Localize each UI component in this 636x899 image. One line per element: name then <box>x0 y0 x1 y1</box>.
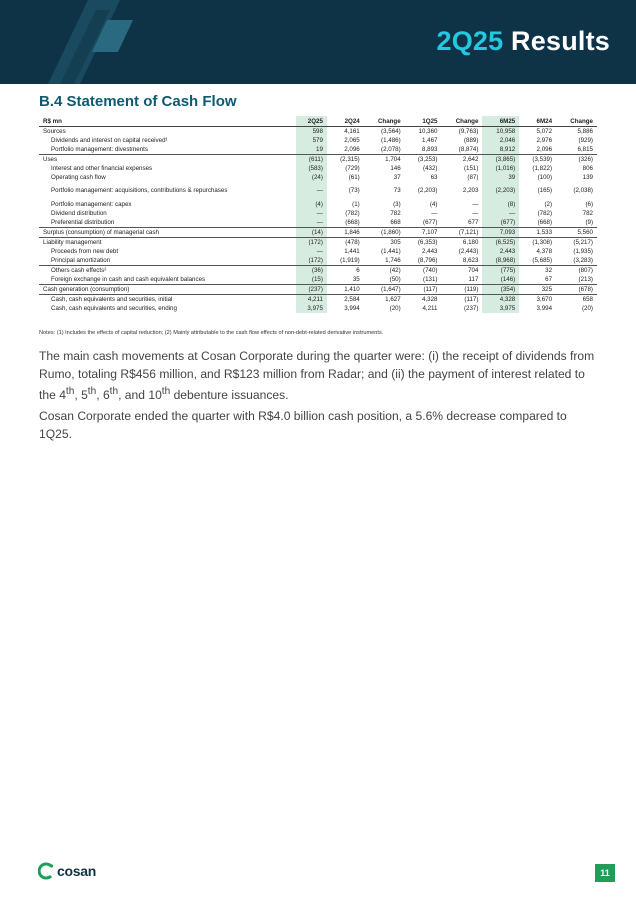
table-cell: (237) <box>463 304 479 312</box>
table-cell: (4) <box>429 200 438 208</box>
table-cell: 7,093 <box>482 228 519 238</box>
column-header: Change <box>441 116 482 127</box>
table-cell: (668) <box>345 218 360 226</box>
table-cell: (2,203) <box>417 187 438 194</box>
table-cell: 1,746 <box>385 256 401 264</box>
table-cell: (3,564) <box>364 127 405 137</box>
row-label: Surplus (consumption) of managerial cash <box>39 228 296 238</box>
table-cell: 6 <box>327 266 364 276</box>
table-cell: (15) <box>296 275 327 285</box>
row-label: Principal amortization <box>51 256 111 264</box>
table-cell: (9,763) <box>441 127 482 137</box>
row-label: Portfolio management: acquisitions, contributions & repurchases <box>51 187 228 194</box>
table-cell: (5,685) <box>532 256 553 264</box>
table-cell: 1,410 <box>327 285 364 295</box>
table-cell: 2,096 <box>536 145 553 153</box>
table-notes: Notes: (1) Includes the effects of capital reduction; (2) Mainly attributable to the cash flow effects of non-debt-related derivative instruments. <box>39 330 384 336</box>
table-cell: 4,378 <box>536 247 553 255</box>
table-cell: (729) <box>345 164 360 172</box>
row-label: Liability management <box>39 238 296 248</box>
logo-text: cosan <box>57 863 96 879</box>
table-cell: 325 <box>519 285 556 295</box>
table-cell: (1) <box>352 200 360 208</box>
table-cell: (100) <box>537 173 553 181</box>
table-cell: (3) <box>393 200 401 208</box>
row-label: Cash, cash equivalents and securities, initial <box>39 295 296 305</box>
table-cell: 305 <box>364 238 405 248</box>
table-row <box>39 155 597 165</box>
table-cell: (611) <box>296 155 327 165</box>
table-cell: (6) <box>585 200 593 208</box>
table-cell: (36) <box>296 266 327 276</box>
table-cell: 67 <box>545 275 553 283</box>
table-cell: — <box>296 182 327 200</box>
paragraph-cash-movements: The main cash movements at Cosan Corporate during the quarter were: (i) the receipt of dividends from Rumo, totaling R$456 million, and R$123 million from Radar; and (ii) the payment of interest related to the 4th, 5th, 6th, and 10th debenture issuances. <box>39 349 595 403</box>
table-cell: 2,443 <box>482 247 519 256</box>
table-cell: 10,958 <box>482 127 519 137</box>
table-cell: 5,072 <box>519 127 556 137</box>
table-cell: (172) <box>296 256 327 266</box>
table-cell: 146 <box>390 164 401 172</box>
row-label: Uses <box>39 155 296 165</box>
table-cell: (6,353) <box>405 238 442 248</box>
table-cell: (1,486) <box>381 136 401 144</box>
table-cell: 598 <box>296 127 327 137</box>
table-cell: 73 <box>393 187 401 194</box>
table-cell: 4,211 <box>422 304 438 312</box>
table-cell: — <box>482 209 519 218</box>
table-cell: 3,994 <box>344 304 360 312</box>
table-cell: 4,161 <box>327 127 364 137</box>
cosan-logo <box>38 862 96 880</box>
table-cell: (61) <box>348 173 360 181</box>
table-cell: 2,046 <box>482 136 519 145</box>
table-cell: 10,360 <box>405 127 442 137</box>
table-cell: (9) <box>585 218 593 226</box>
table-cell: (146) <box>482 275 519 285</box>
column-header: Change <box>364 116 405 127</box>
table-cell: 4,328 <box>405 295 442 305</box>
table-cell: (478) <box>327 238 364 248</box>
header-banner <box>0 0 636 84</box>
row-label: Cash generation (consumption) <box>39 285 296 295</box>
table-cell: 35 <box>352 275 360 283</box>
table-cell: 782 <box>582 209 593 217</box>
table-cell: (677) <box>423 218 438 226</box>
table-cell: (4) <box>296 200 327 209</box>
table-row <box>39 285 597 295</box>
table-cell: (677) <box>482 218 519 228</box>
table-row <box>39 173 597 182</box>
cosan-logo-icon <box>38 862 54 880</box>
column-header: Change <box>556 116 597 127</box>
table-cell: (2,315) <box>327 155 364 165</box>
table-cell: (20) <box>389 304 401 312</box>
row-label: Proceeds from new debt <box>51 247 119 255</box>
table-cell: (782) <box>345 209 360 217</box>
row-label: Dividend distribution <box>51 209 107 217</box>
table-row <box>39 127 597 137</box>
row-label: Preferential distribution <box>51 218 115 226</box>
table-cell: 1,467 <box>421 136 438 144</box>
table-cell: 5,886 <box>556 127 597 137</box>
table-cell: — <box>296 209 327 218</box>
table-cell: (8,874) <box>458 145 479 153</box>
table-cell: 782 <box>390 209 401 217</box>
column-header: 6M24 <box>519 116 556 127</box>
table-cell: 3,670 <box>519 295 556 305</box>
column-header: 6M25 <box>482 116 519 127</box>
table-cell: 19 <box>296 145 327 155</box>
table-cell: (165) <box>537 187 553 194</box>
table-cell: 2,203 <box>462 187 479 194</box>
table-cell: (2,078) <box>381 145 401 153</box>
table-cell: (151) <box>463 164 479 172</box>
table-cell: (1,860) <box>364 228 405 238</box>
table-cell: 37 <box>393 173 401 181</box>
table-row <box>39 164 597 173</box>
report-title: 2Q25 Results <box>436 26 610 56</box>
table-cell: (24) <box>296 173 327 182</box>
table-cell: 39 <box>482 173 519 182</box>
table-cell: (1,647) <box>364 285 405 295</box>
table-cell: (3,865) <box>482 155 519 165</box>
table-cell: 4,328 <box>482 295 519 305</box>
table-cell: (678) <box>556 285 597 295</box>
table-cell: 4,211 <box>296 295 327 305</box>
table-cell: (50) <box>389 275 401 283</box>
table-cell: (8,968) <box>482 256 519 266</box>
table-cell: (5,217) <box>556 238 597 248</box>
table-cell: 2,642 <box>441 155 482 165</box>
table-cell: 2,976 <box>536 136 553 144</box>
table-cell: (929) <box>578 136 593 144</box>
column-header: 1Q25 <box>405 116 442 127</box>
table-row <box>39 218 597 228</box>
table-cell: (740) <box>405 266 442 276</box>
table-row <box>39 209 597 218</box>
cash-flow-table <box>39 116 597 313</box>
row-label: Interest and other financial expenses <box>51 164 153 172</box>
table-cell: (782) <box>537 209 553 217</box>
table-cell: 8,623 <box>462 256 479 264</box>
table-cell: 2,065 <box>344 136 360 144</box>
table-cell: 117 <box>468 275 479 283</box>
row-label: Cash, cash equivalents and securities, ending <box>51 304 177 312</box>
table-cell: 2,443 <box>421 247 438 255</box>
table-cell: 677 <box>468 218 479 226</box>
table-cell: — <box>296 247 327 256</box>
table-cell: (6,525) <box>482 238 519 248</box>
table-cell: 1,846 <box>327 228 364 238</box>
table-cell: 1,704 <box>364 155 405 165</box>
table-cell: 63 <box>430 173 438 181</box>
table-row <box>39 247 597 256</box>
table-cell: (42) <box>364 266 405 276</box>
table-cell: (354) <box>482 285 519 295</box>
table-cell: (213) <box>578 275 593 283</box>
table-cell: 7,107 <box>405 228 442 238</box>
table-cell: (3,539) <box>519 155 556 165</box>
table-cell: 139 <box>582 173 593 181</box>
column-header: 2Q25 <box>296 116 327 127</box>
table-cell: — <box>472 209 479 217</box>
table-cell: (807) <box>556 266 597 276</box>
section-title: B.4 Statement of Cash Flow <box>39 93 237 110</box>
table-cell: (131) <box>423 275 438 283</box>
table-cell: (2) <box>544 200 553 208</box>
table-cell: (119) <box>441 285 482 295</box>
table-cell: (14) <box>296 228 327 238</box>
page-number: 11 <box>595 864 615 882</box>
table-cell: — <box>296 218 327 228</box>
table-cell: 8,912 <box>482 145 519 155</box>
table-cell: (172) <box>296 238 327 248</box>
row-label: Others cash effects² <box>39 266 296 276</box>
table-cell: 658 <box>556 295 597 305</box>
row-label: Portfolio management: divestments <box>51 145 148 153</box>
table-cell: (8) <box>482 200 519 209</box>
table-cell: (432) <box>423 164 438 172</box>
table-cell: 3,975 <box>482 304 519 313</box>
table-cell: (668) <box>537 218 553 226</box>
table-row <box>39 304 597 313</box>
table-cell: 1,627 <box>364 295 405 305</box>
table-cell: (87) <box>467 173 479 181</box>
table-cell: (775) <box>482 266 519 276</box>
table-row <box>39 295 597 305</box>
column-header: 2Q24 <box>327 116 364 127</box>
table-cell: 5,560 <box>556 228 597 238</box>
table-row <box>39 275 597 285</box>
table-cell: (2,203) <box>482 182 519 200</box>
table-cell: (1,935) <box>573 247 593 255</box>
table-row <box>39 256 597 266</box>
table-cell: (1,441) <box>381 247 401 255</box>
table-cell: (3,253) <box>405 155 442 165</box>
table-cell: 3,994 <box>536 304 553 312</box>
paragraph-cash-position: Cosan Corporate ended the quarter with R$4.0 billion cash position, a 5.6% decrease compared to 1Q25. <box>39 409 567 441</box>
table-row <box>39 238 597 248</box>
table-row <box>39 228 597 238</box>
table-cell: (889) <box>463 136 479 144</box>
row-label: Foreign exchange in cash and cash equivalent balances <box>51 275 206 283</box>
table-header-row <box>39 116 597 127</box>
table-cell: 32 <box>519 266 556 276</box>
table-cell: 2,584 <box>327 295 364 305</box>
row-label: Portfolio management: capex <box>51 200 132 208</box>
table-cell: (117) <box>405 285 442 295</box>
table-cell: (1,308) <box>519 238 556 248</box>
table-row <box>39 266 597 276</box>
table-cell: (73) <box>348 187 360 194</box>
table-cell: (2,443) <box>458 247 479 255</box>
table-cell: (7,121) <box>441 228 482 238</box>
table-cell: — <box>472 200 479 208</box>
table-cell: (20) <box>581 304 593 312</box>
table-cell: 806 <box>582 164 593 172</box>
decorative-shapes <box>0 0 170 84</box>
table-cell: 6,815 <box>577 145 593 153</box>
table-cell: (2,038) <box>573 187 593 194</box>
table-cell: (117) <box>441 295 482 305</box>
table-cell: 579 <box>296 136 327 145</box>
table-cell: (3,283) <box>573 256 593 264</box>
table-cell: (583) <box>296 164 327 173</box>
row-label: Sources <box>39 127 296 137</box>
table-cell: (1,822) <box>532 164 553 172</box>
table-row <box>39 200 597 209</box>
table-cell: 3,975 <box>296 304 327 313</box>
table-cell: (326) <box>556 155 597 165</box>
column-header: R$ mn <box>39 116 296 127</box>
table-cell: 1,533 <box>519 228 556 238</box>
row-label: Operating cash flow <box>51 173 106 181</box>
table-row <box>39 145 597 155</box>
table-cell: 668 <box>390 218 401 226</box>
table-cell: (1,919) <box>340 256 360 264</box>
table-cell: (1,016) <box>482 164 519 173</box>
row-label: Dividends and interest on capital received¹ <box>51 136 168 144</box>
table-cell: 704 <box>441 266 482 276</box>
table-cell: (8,796) <box>417 256 438 264</box>
table-cell: 2,096 <box>344 145 360 153</box>
table-cell: 1,441 <box>344 247 360 255</box>
table-cell: 6,180 <box>441 238 482 248</box>
table-row <box>39 136 597 145</box>
table-cell: 8,893 <box>421 145 438 153</box>
table-cell: (237) <box>296 285 327 295</box>
table-cell: — <box>431 209 438 217</box>
table-row <box>39 182 597 200</box>
